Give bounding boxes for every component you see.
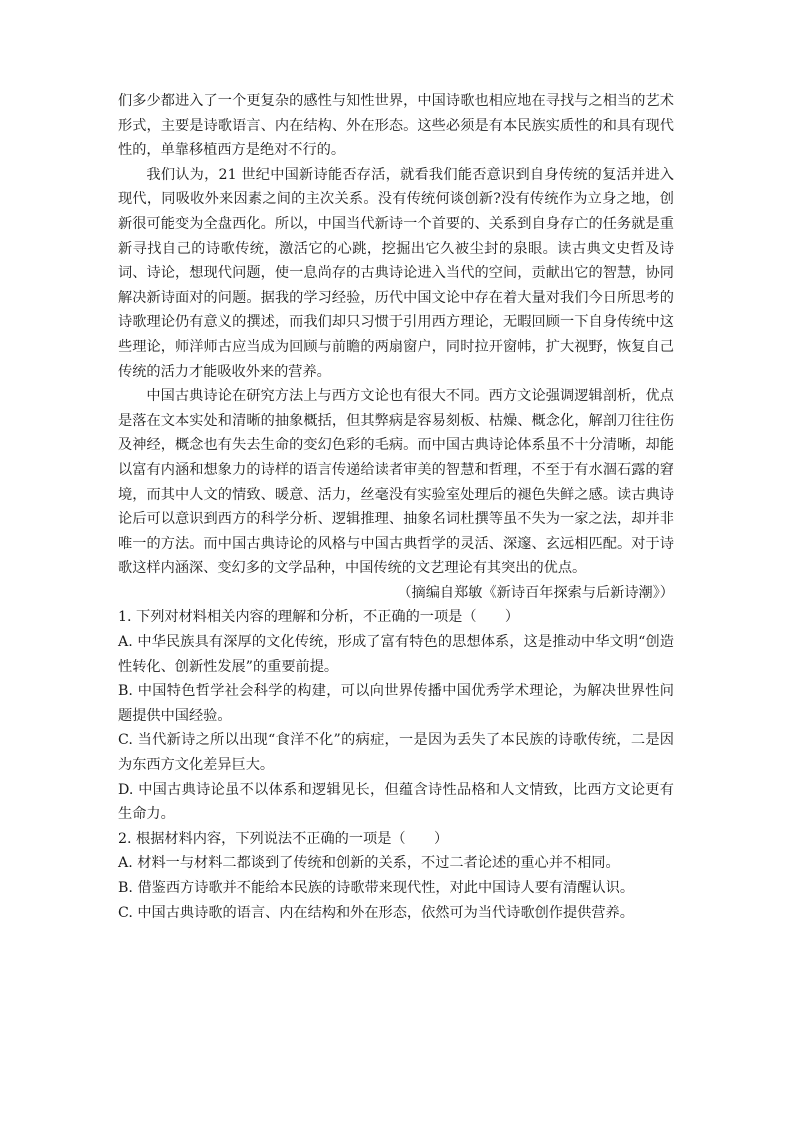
- question-2-option-b: B. 借鉴西方诗歌并不能给本民族的诗歌带来现代性，对此中国诗人要有清醒认识。: [118, 880, 635, 896]
- question-1-option-a: A. 中华民族具有深厚的文化传统，形成了富有特色的思想体系，这是推动中华文明“创造性转化、创新性发展”的重要前提。: [118, 634, 674, 675]
- passage-paragraph-1: 们多少都进入了一个更复杂的感性与知性世界，中国诗歌也相应地在寻找与之相当的艺术形式，主要是诗歌语言、内在结构、外在形态。这些必须是有本民族实质性的和具有现代性的，单靠移植西方是绝对不行的。: [118, 93, 674, 159]
- question-1-option-b: B. 中国特色哲学社会科学的构建，可以向世界传播中国优秀学术理论，为解决世界性问题提供中国经验。: [118, 683, 674, 724]
- question-1-stem: 1. 下列对材料相关内容的理解和分析，不正确的一项是（ ）: [118, 609, 520, 626]
- passage-source: （摘编自郑敏《新诗百年探索与后新诗潮》）: [397, 584, 674, 601]
- passage-paragraph-3: 中国古典诗论在研究方法上与西方文论也有很大不同。西方文论强调逻辑剖析，优点是落在文本实处和清晰的抽象概括，但其弊病是容易刻板、枯燥、概念化，解剖刀往往伤及神经，概念也有失去生命的变幻色彩的毛病。而中国古典诗论体系虽不十分清晰，却能以富有内涵和想象力的诗样的语言传递给读者审美的智慧和哲理，不至于有水涸石露的窘境，而其中人文的情致、暖意、活力，丝毫没有实验室处理后的褪色失鲜之感。读古典诗论后可以意识到西方的科学分析、逻辑推理、抽象名词杜撰等虽不失为一家之法，却并非唯一的方法。而中国古典诗论的风格与中国古典哲学的灵活、深邃、玄远相匹配。对于诗歌这样内涵深、变幻多的文学品种，中国传统的文艺理论有其突出的优点。: [118, 388, 674, 577]
- question-2-option-c: C. 中国古典诗歌的语言、内在结构和外在形态，依然可为当代诗歌创作提供营养。: [118, 904, 634, 921]
- question-2: [118, 827, 674, 925]
- question-1: [118, 605, 674, 826]
- question-1-option-c: C. 当代新诗之所以出现“食洋不化”的病症，一是因为丢失了本民族的诗歌传统，二是因为东西方文化差异巨大。: [118, 732, 674, 774]
- question-2-option-a: A. 材料一与材料二都谈到了传统和创新的关系，不过二者论述的重心并不相同。: [118, 855, 620, 872]
- passage-paragraph-2: 我们认为，21 世纪中国新诗能否存活，就看我们能否意识到自身传统的复活并进入现代，同吸收外来因素之间的主次关系。没有传统何谈创新?没有传统作为立身之地，创新很可能变为全盘西化。所以，中国当代新诗一个首要的、关系到自身存亡的任务就是重新寻找自己的诗歌传统，激活它的心跳，挖掘出它久被尘封的泉眼。读古典文史哲及诗词、诗论，想现代问题，使一息尚存的古典诗论进入当代的空间，贡献出它的智慧，协同解决新诗面对的问题。据我的学习经验，历代中国文论中存在着大量对我们今日所思考的诗歌理论仍有意义的撰述，而我们却只习惯于引用西方理论，无暇回顾一下自身传统中这些理论，师洋师古应当成为回顾与前瞻的两扇窗户，同时拉开窗帏，扩大视野，恢复自己传统的活力才能吸收外来的营养。: [118, 166, 674, 380]
- question-1-option-d: D. 中国古典诗论虽不以体系和逻辑见长，但蕴含诗性品格和人文情致，比西方文论更有生命力。: [118, 781, 674, 823]
- document-page: [118, 89, 674, 925]
- question-2-stem: 2. 根据材料内容，下列说法不正确的一项是（ ）: [118, 830, 449, 847]
